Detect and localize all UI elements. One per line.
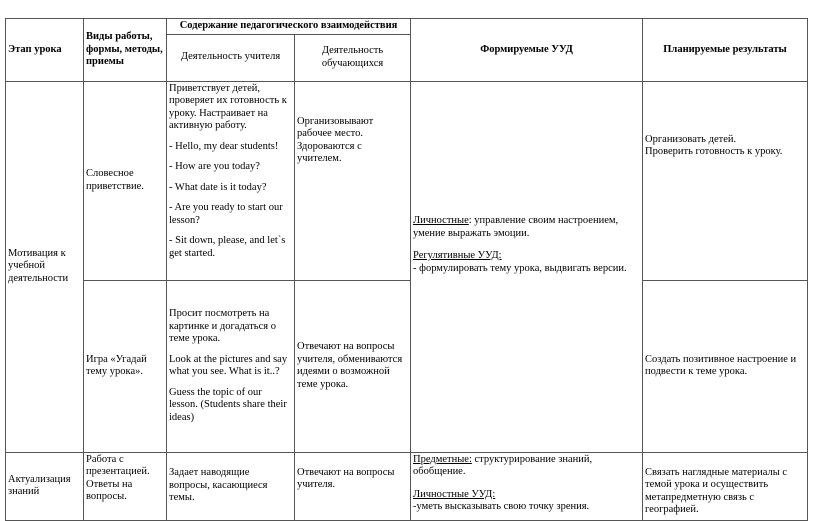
result-actualization: Связать наглядные материалы с темой урока и осуществить метапредметную связь с географией. (643, 452, 808, 520)
students-actualization: Отвечают на вопросы учителя. (295, 452, 411, 520)
teacher-guess-p1: Просит посмотреть на картинке и догадаться о теме урока. (169, 308, 276, 344)
result-greeting (643, 81, 808, 280)
teacher-guess (167, 280, 295, 452)
method-greeting: Словесное приветствие. (84, 81, 167, 280)
teacher-guess-p2: Look at the pictures and say what you see. What is it..? (169, 353, 288, 377)
uud-subject-label: Предметные: (413, 453, 472, 465)
header-teacher-activity: Деятельность учителя (167, 34, 295, 81)
result-guess: Создать позитивное настроение и подвести к теме урока. (643, 280, 808, 452)
result-greeting-line2: Проверить готовность к уроку. (645, 146, 783, 157)
uud-motivation (411, 81, 643, 452)
uud-personal-label-2: Личностные УУД: (413, 488, 496, 500)
teacher-greeting-intro: Приветствует детей, проверяет их готовность к уроку. Настраивает на активную работу. (169, 82, 287, 131)
header-interaction: Содержание педагогического взаимодействия (167, 19, 411, 35)
students-guess: Отвечают на вопросы учителя, обмениваются идеями о возможной теме урока. (295, 280, 411, 452)
uud-personal-label: Личностные (413, 215, 469, 226)
method-actualization: Работа с презентацией. Ответы на вопросы. (84, 452, 167, 520)
result-greeting-line1: Организовать детей. (645, 133, 737, 145)
header-uud: Формируемые УУД (411, 19, 643, 82)
method-guess: Игра «Угадай тему урока». (84, 280, 167, 452)
uud-personal-text-2: -уметь высказывать свою точку зрения. (413, 501, 590, 512)
teacher-greeting-line: - Hello, my dear students! (169, 140, 279, 152)
students-greeting: Организовывают рабочее место. Здороваются с учителем. (295, 81, 411, 280)
teacher-guess-p3: Guess the topic of our lesson. (Students share their ideas) (169, 386, 287, 423)
header-results: Планируемые результаты (643, 19, 808, 82)
teacher-greeting (167, 81, 295, 280)
teacher-greeting-line: - Sit down, please, and let`s get started. (169, 235, 286, 259)
uud-regulatory-text: - формулировать тему урока, выдвигать версии. (413, 262, 627, 274)
header-work-types: Виды работы, формы, методы, приемы (84, 19, 167, 82)
stage-motivation: Мотивация к учебной деятельности (6, 81, 84, 452)
uud-actualization (411, 452, 643, 520)
teacher-greeting-line: - What date is it today? (169, 181, 267, 193)
lesson-plan-table (5, 18, 808, 521)
stage-actualization: Актуализация знаний (6, 452, 84, 520)
uud-subject-text: структурирование знаний, обобщение. (413, 453, 593, 477)
teacher-actualization: Задает наводящие вопросы, касающиеся темы. (167, 452, 295, 520)
header-stage: Этап урока (6, 19, 84, 82)
teacher-greeting-line: - How are you today? (169, 161, 260, 172)
header-student-activity: Деятельность обучающихся (295, 34, 411, 81)
teacher-greeting-line: - Are you ready to start our lesson? (169, 202, 283, 226)
uud-regulatory-label: Регулятивные УУД: (413, 250, 502, 261)
uud-personal-text: : управление своим настроением, умение выражать эмоции. (413, 215, 619, 239)
